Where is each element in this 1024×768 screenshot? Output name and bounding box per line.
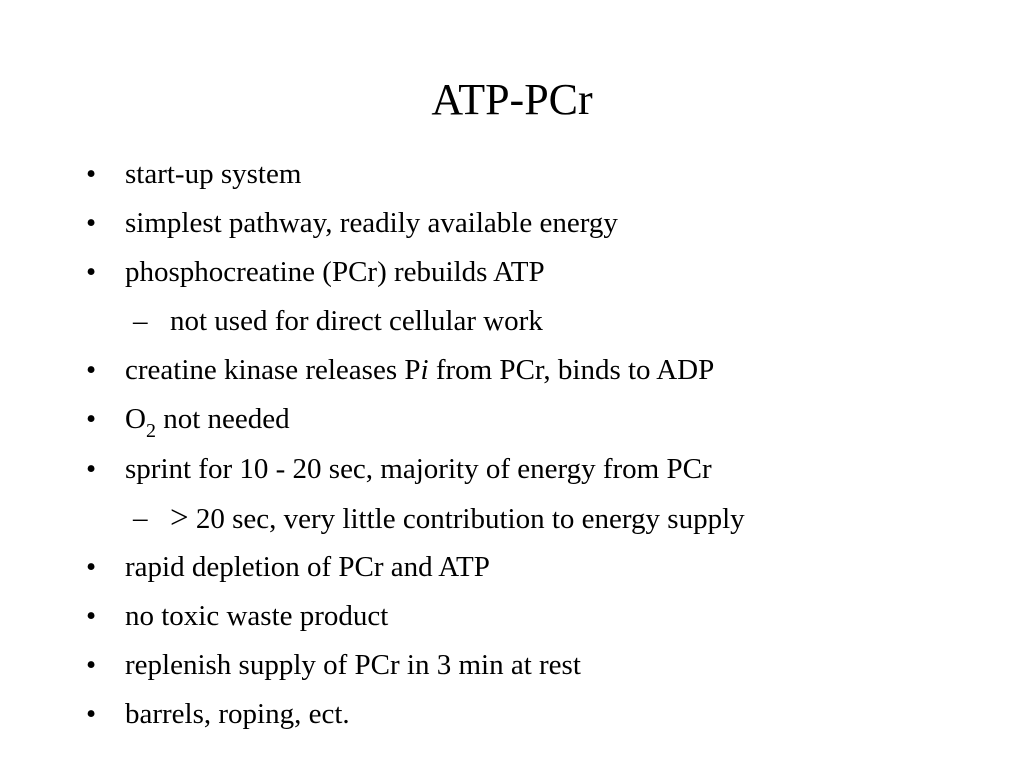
sub-list-item [0, 494, 1024, 543]
text-part: 20 sec, very little contribution to energy supply [188, 502, 745, 535]
sub-bullet-marker: – [133, 501, 148, 534]
bullet-list [0, 150, 1024, 739]
bullet-marker: • [86, 648, 97, 681]
list-item [0, 346, 1024, 395]
sub-list-item-text: not used for direct cellular work [170, 305, 543, 338]
list-item-text: start-up system [125, 158, 302, 190]
sub-list-item [0, 297, 1024, 346]
list-item [0, 641, 1024, 690]
list-item [0, 445, 1024, 494]
list-item [0, 690, 1024, 739]
bullet-marker: • [86, 158, 97, 190]
sub-bullet-marker: – [133, 305, 148, 338]
list-item [0, 150, 1024, 199]
list-item-text: sprint for 10 - 20 sec, majority of energy from PCr [125, 452, 712, 485]
list-item-text: replenish supply of PCr in 3 min at rest [125, 648, 581, 681]
subscript: 2 [145, 420, 156, 443]
list-item-text: rapid depletion of PCr and ATP [125, 550, 490, 583]
bullet-marker: • [86, 550, 97, 583]
bullet-marker: • [86, 207, 97, 240]
text-part: not needed [155, 403, 290, 436]
text-part: creatine kinase releases P [125, 354, 421, 387]
list-item-text [125, 346, 714, 395]
greater-than-symbol: > [170, 499, 189, 536]
bullet-marker: • [86, 354, 97, 387]
slide-title: ATP-PCr [431, 75, 593, 124]
list-item-text: no toxic waste product [125, 599, 389, 632]
bullet-marker: • [86, 256, 97, 289]
bullet-marker: • [86, 599, 97, 632]
list-item-text: barrels, roping, ect. [125, 698, 350, 731]
bullet-marker: • [86, 403, 97, 436]
list-item [0, 248, 1024, 297]
list-item-text: simplest pathway, readily available energy [125, 207, 618, 240]
bullet-marker: • [86, 452, 97, 485]
list-item [0, 395, 1024, 444]
list-item [0, 199, 1024, 248]
list-item-text: phosphocreatine (PCr) rebuilds ATP [125, 256, 545, 289]
list-item [0, 543, 1024, 592]
list-item-text [125, 395, 290, 447]
text-part: O [125, 403, 146, 436]
sub-list-item-text [170, 494, 745, 544]
text-part: from PCr, binds to ADP [428, 354, 715, 387]
list-item [0, 592, 1024, 641]
bullet-marker: • [86, 698, 97, 731]
italic-letter: i [420, 354, 429, 387]
